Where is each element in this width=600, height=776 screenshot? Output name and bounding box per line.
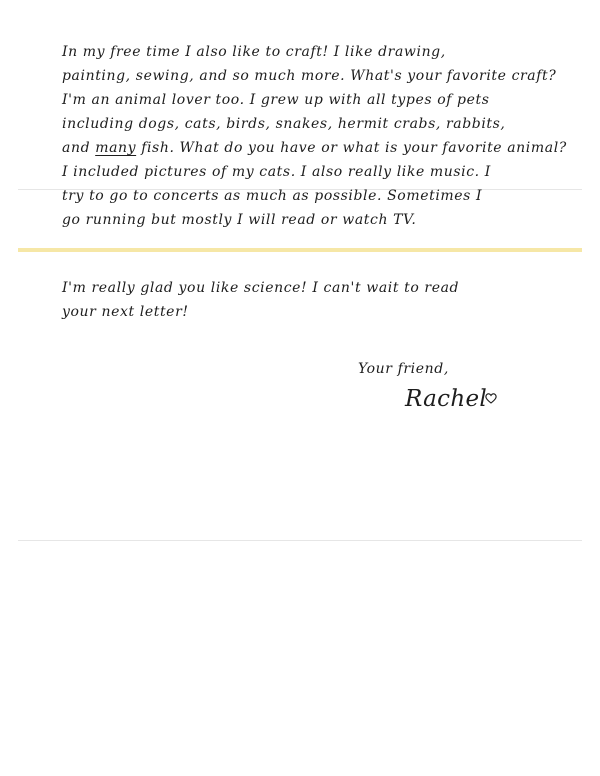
heart-icon xyxy=(484,391,498,405)
letter-line: I'm really glad you like science! I can't wait to read xyxy=(62,280,460,296)
letter-line: In my free time I also like to craft! I like drawing, xyxy=(62,44,446,60)
letter-line: try to go to concerts as much as possible. Sometimes I xyxy=(62,188,483,204)
closing-line: Your friend, xyxy=(358,361,449,377)
letter-line: your next letter! xyxy=(62,304,189,320)
paragraph-1 xyxy=(62,40,567,232)
letter-line: painting, sewing, and so much more. What's your favorite craft? xyxy=(62,68,557,84)
line-text: and xyxy=(62,140,96,156)
highlight-rule xyxy=(18,248,582,252)
line-text: fish. What do you have or what is your favorite animal? xyxy=(136,140,567,156)
letter-line: I included pictures of my cats. I also really like music. I xyxy=(62,164,491,180)
underlined-word: many xyxy=(95,140,137,156)
ruled-line xyxy=(18,540,582,541)
paragraph-2 xyxy=(62,276,459,324)
letter-line xyxy=(62,136,567,160)
letter-line: including dogs, cats, birds, snakes, hermit crabs, rabbits, xyxy=(62,116,506,132)
signature: Rachel xyxy=(405,386,488,412)
letter-line: go running but mostly I will read or watch TV. xyxy=(62,212,417,228)
letter-line: I'm an animal lover too. I grew up with all types of pets xyxy=(62,92,490,108)
